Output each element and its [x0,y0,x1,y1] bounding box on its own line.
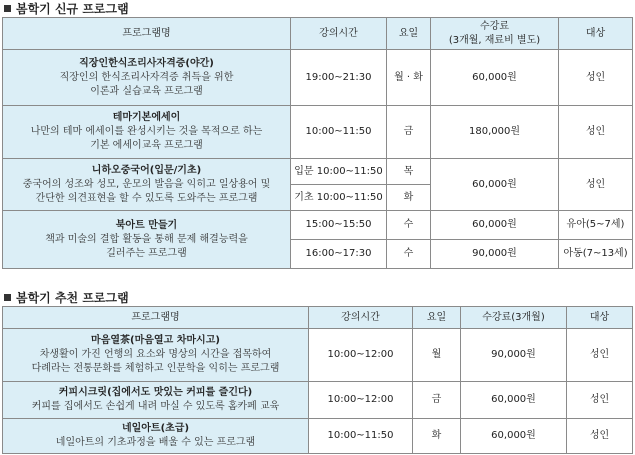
header-program: 프로그램명 [3,307,309,329]
program-name: 직장인한식조리사자격증(야간) [79,57,214,69]
recommended-programs-table [2,306,633,454]
target-cell: 성인 [559,50,633,106]
target-cell: 성인 [559,106,633,159]
program-cell [3,159,291,211]
day-cell: 화 [387,185,431,211]
target-cell: 성인 [559,159,633,211]
program-name: 테마기본에세이 [112,112,181,123]
target-cell: 유아(5~7세) [559,211,633,240]
header-day: 요일 [387,18,431,50]
time-cell: 10:00~12:00 [309,329,413,382]
target-cell: 성인 [567,329,633,382]
fee-cell: 90,000원 [431,240,559,269]
table-header-row [3,307,633,329]
day-cell: 목 [387,159,431,185]
time-cell: 10:00~12:00 [309,382,413,419]
section2-title-text: 봄학기 추천 프로그램 [16,290,129,305]
header-fee: 수강료(3개월) [461,307,567,329]
program-name: 네일아트(초급) [121,423,190,434]
program-name: 커피시크릿(집에서도 맛있는 커피를 즐긴다) [58,387,253,398]
fee-cell: 60,000원 [431,211,559,240]
program-name: 마음열茶(마음열고 차마시고) [91,335,220,346]
day-cell: 금 [413,382,461,419]
table-row [3,159,633,185]
header-time: 강의시간 [309,307,413,329]
program-desc: 네일아트의 기초과정을 배울 수 있는 프로그램 [55,437,256,448]
program-desc: 직장인의 한식조리사자격증 취득을 위한 이론과 실습교육 프로그램 [59,71,234,97]
header-fee: 수강료 (3개월, 재료비 별도) [431,18,559,50]
program-cell [3,419,309,454]
section1-title-text: 봄학기 신규 프로그램 [16,1,129,16]
header-time: 강의시간 [291,18,387,50]
program-cell [3,211,291,269]
day-cell: 수 [387,240,431,269]
program-desc: 차생활이 가진 언행의 요소와 명상의 시간을 접목하여 다례라는 전통문화를 체험하고 인문학을 익히는 프로그램 [31,349,280,374]
square-bullet-icon [4,5,11,12]
time-cell: 10:00~11:50 [291,106,387,159]
fee-cell: 180,000원 [431,106,559,159]
header-target: 대상 [559,18,633,50]
time-cell: 입문 10:00~11:50 [291,159,387,185]
table-row [3,382,633,419]
program-cell [3,106,291,159]
fee-cell: 60,000원 [431,159,559,211]
target-cell: 아동(7~13세) [559,240,633,269]
target-cell: 성인 [567,382,633,419]
program-name: 북아트 만들기 [115,219,178,231]
section1-title [4,0,129,16]
program-cell [3,50,291,106]
table-row [3,211,633,240]
fee-cell: 60,000원 [431,50,559,106]
header-day: 요일 [413,307,461,329]
header-program: 프로그램명 [3,18,291,50]
day-cell: 월 · 화 [387,50,431,106]
program-desc: 중국어의 성조와 성모, 운모의 발음을 익히고 일상용어 및 간단한 의견표현을 할 수 있도록 도와주는 프로그램 [22,178,271,204]
day-cell: 월 [413,329,461,382]
time-cell: 16:00~17:30 [291,240,387,269]
time-cell: 19:00~21:30 [291,50,387,106]
program-cell [3,329,309,382]
section2-title [4,289,129,305]
new-programs-table [2,17,633,269]
table-header-row [3,18,633,50]
target-cell: 성인 [567,419,633,454]
time-cell: 기초 10:00~11:50 [291,185,387,211]
day-cell: 화 [413,419,461,454]
fee-cell: 60,000원 [461,382,567,419]
table-row [3,50,633,106]
program-cell [3,382,309,419]
program-desc: 책과 미술의 결합 활동을 통해 문제 해결능력을 길러주는 프로그램 [45,233,248,259]
fee-cell: 60,000원 [461,419,567,454]
time-cell: 10:00~11:50 [309,419,413,454]
table-row [3,419,633,454]
table-row [3,106,633,159]
header-target: 대상 [567,307,633,329]
day-cell: 수 [387,211,431,240]
program-desc: 커피를 집에서도 손쉽게 내려 마실 수 있도록 홈카페 교육 [31,401,280,412]
program-desc: 나만의 테마 에세이를 완성시키는 것을 목적으로 하는 기본 에세이교육 프로그램 [30,126,263,151]
fee-cell: 90,000원 [461,329,567,382]
square-bullet-icon [4,294,11,301]
time-cell: 15:00~15:50 [291,211,387,240]
program-name: 니하오중국어(입문/기초) [91,164,202,176]
day-cell: 금 [387,106,431,159]
table-row [3,329,633,382]
